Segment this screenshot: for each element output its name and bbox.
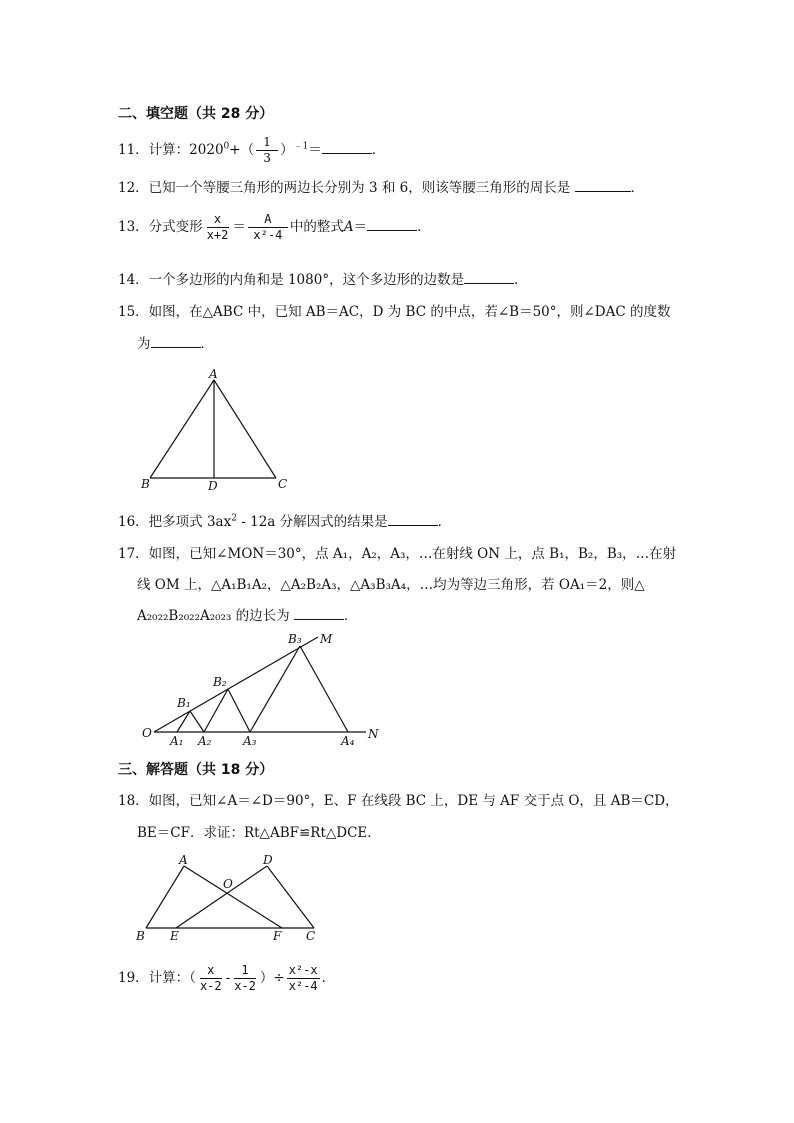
q18-label-b: B: [136, 929, 145, 943]
q13-f2-den: x²-4: [253, 228, 283, 242]
q18-segment-af: [184, 866, 282, 928]
q15-label-c: C: [278, 477, 288, 491]
q17-end: ．: [343, 608, 358, 624]
q19-end: ．: [321, 970, 336, 986]
q17-label-m: M: [320, 632, 333, 646]
q19-f2-num: 1: [234, 963, 256, 979]
q12-end: ．: [630, 180, 645, 196]
question-15-line-1: 15．如图，在△ABC 中，已知 AB＝AC，D 为 BC 的中点，若∠B＝50°，则∠DAC 的度数: [118, 304, 671, 320]
q13-f1-num: x: [207, 212, 229, 228]
q18-label-c: C: [306, 929, 316, 943]
q19-prefix: 19．计算：（: [118, 970, 196, 986]
q11-exp0: 0: [223, 141, 230, 152]
q18-label-f: F: [273, 929, 282, 943]
q14-text: 14．一个多边形的内角和是 1080°，这个多边形的边数是: [118, 272, 465, 288]
q17-label-a3: A₃: [243, 734, 257, 748]
q13-prefix: 13．分式变形: [118, 219, 203, 235]
q15-label-b: B: [141, 477, 150, 491]
q14-end: ．: [514, 272, 528, 288]
q11-exp-neg: ﹣1: [293, 141, 309, 152]
q19-fraction-3: [287, 963, 320, 994]
section-3-title: 三、解答题（共 18 分）: [118, 762, 274, 778]
q15-label-d: D: [208, 479, 218, 493]
q17-label-a2: A₂: [198, 734, 212, 748]
q13-f1-den: x+2: [206, 228, 229, 242]
q19-f3-den: x²-4: [288, 979, 318, 993]
q18-segment-dc: [267, 866, 314, 928]
q19-fraction-2: [232, 963, 258, 994]
q17-label-b1: B₁: [177, 696, 191, 710]
q18-label-d: D: [263, 853, 273, 867]
q19-div: ）÷: [259, 970, 285, 986]
q19-f1-num: x: [200, 963, 222, 979]
q13-f2-num: A: [248, 212, 288, 228]
q19-minus: -: [225, 970, 231, 986]
q19-f1-den: x-2: [199, 979, 222, 993]
q19-f3-num: x²-x: [288, 963, 318, 977]
section-2-title: 二、填空题（共 28 分）: [118, 106, 274, 122]
q16-end: ．: [437, 514, 452, 530]
q11-eq: ＝: [308, 142, 322, 158]
q18-label-e: E: [170, 929, 179, 943]
q17-label-o: O: [142, 726, 152, 740]
q13-middle: 中的整式: [289, 219, 344, 235]
q11-frac-num: 1: [256, 135, 278, 151]
question-19: [118, 963, 335, 994]
question-17-line-2: 线 OM 上，△A₁B₁A₂，△A₂B₂A₃，△A₃B₃A₄，…均为等边三角形，若 OA₁＝2，则△: [137, 577, 645, 593]
q11-plus: +（: [229, 142, 255, 158]
q18-label-o: O: [223, 877, 233, 891]
question-17-line-1: 17．如图，已知∠MON＝30°，点 A₁，A₂，A₃，…在射线 ON 上，点 B₁，B₂，B₃，…在射: [118, 546, 677, 562]
q11-prefix: 11．计算：2020: [118, 142, 224, 158]
q11-frac-den: 3: [263, 151, 271, 165]
q17-label-b3: B₃: [288, 632, 302, 646]
q15-line2-text: 为: [137, 336, 151, 352]
q17-label-n: N: [368, 727, 379, 741]
q19-f2-den: x-2: [234, 979, 256, 993]
q16-prefix: 16．把多项式 3ax: [118, 514, 232, 530]
q17-label-a4: A₄: [341, 734, 355, 748]
q15-end: ．: [200, 336, 214, 352]
q13-var: A: [343, 219, 354, 235]
q12-text: 12．已知一个等腰三角形的两边长分别为 3 和 6，则该等腰三角形的周长是: [118, 180, 571, 196]
q18-segment-de: [176, 866, 267, 928]
q16-mid: - 12a 分解因式的结果是: [236, 514, 388, 530]
q13-end: ．: [417, 219, 431, 235]
q17-line3-text: A₂₀₂₂B₂₀₂₂A₂₀₂₃ 的边长为: [137, 608, 290, 624]
question-18-line-1: 18．如图，已知∠A＝∠D＝90°，E、F 在线段 BC 上，DE 与 AF 交于点 O，且 AB＝CD，: [118, 793, 679, 809]
q13-eq: ＝: [232, 219, 246, 235]
q11-end: ．: [371, 142, 386, 158]
q17-label-a1: A₁: [170, 734, 184, 748]
q18-label-a: A: [179, 853, 188, 867]
q17-label-b2: B₂: [213, 675, 227, 689]
q13-eq2: ＝: [353, 219, 368, 235]
q18-segment-ab: [146, 866, 184, 928]
q11-after: ）: [280, 142, 294, 158]
question-18-line-2: BE＝CF．求证：Rt△ABF≌Rt△DCE．: [137, 825, 381, 841]
q16-exp: 2: [231, 513, 237, 524]
q15-label-a: A: [209, 367, 218, 381]
q19-fraction-1: [198, 963, 224, 994]
